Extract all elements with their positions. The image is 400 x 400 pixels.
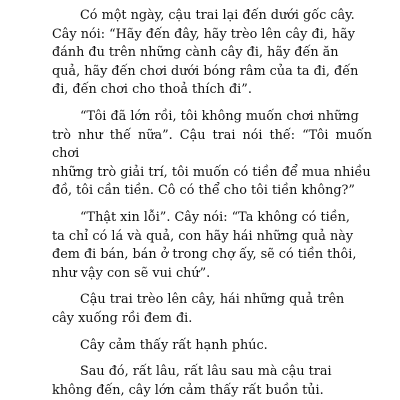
paragraph-2: “Tôi đã lớn rồi, tôi không muốn chơi những trò như thế nữa”. Cậu trai nói thế: “Tôi muốn chơi những trò giải trí, tôi muốn có tiền để mua nhiều đồ, tôi cần tiền. Cô có thể cho tôi tiền không?” (52, 108, 372, 199)
paragraph-6: Sau đó, rất lâu, rất lâu sau mà cậu trai không đến, cây lớn cảm thấy rất buồn tủi. (52, 364, 332, 398)
paragraph-1: Có một ngày, cậu trai lại đến dưới gốc cây. Cây nói: “Hãy đến đây, hãy trèo lên cây đi, hãy đánh đu trên những cành cây đi, hãy đến ăn quả, hãy đến chơi dưới bóng râm của ta đi, đến đi, đến chơi cho thoả thích đi”. (52, 8, 359, 98)
paragraph-spacer (52, 355, 372, 363)
paragraph-spacer (52, 283, 372, 291)
paragraph-spacer (52, 201, 372, 209)
paragraph-4: Cậu trai trèo lên cây, hái những quả trên cây xuống rồi đem đi. (52, 292, 345, 326)
paragraph-3: “Thật xin lỗi”. Cây nói: “Ta không có tiền, ta chỉ có lá và quả, con hãy hái những quả này đem đi bán, bán ở trong chợ ấy, sẽ có tiền thôi, như vậy con sẽ vui chứ”. (52, 209, 357, 281)
paragraph-spacer (52, 329, 372, 337)
paragraph-5: Cây cảm thấy rất hạnh phúc. (80, 337, 268, 353)
paragraph-spacer (52, 100, 372, 108)
